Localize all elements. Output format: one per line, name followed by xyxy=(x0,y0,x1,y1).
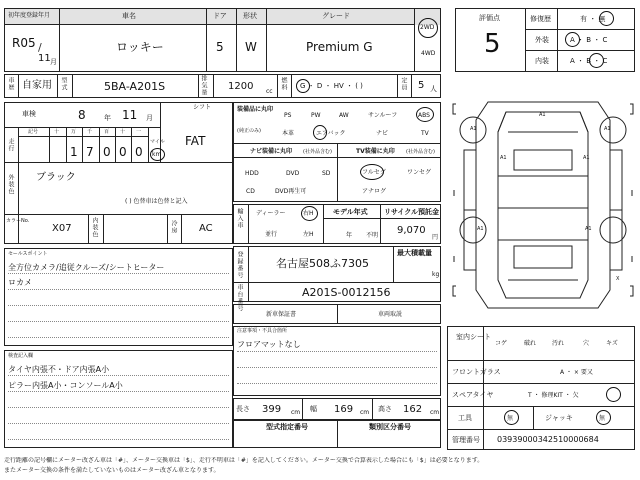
equip-abs: ABS xyxy=(418,112,430,119)
score-value: 5 xyxy=(484,29,501,59)
doors-value: 5 xyxy=(216,40,224,54)
import-left-h: 左H xyxy=(303,231,314,238)
equip-pw: PW xyxy=(311,112,321,119)
inspection-year: 8 xyxy=(78,108,86,122)
first-reg-month-unit: 月 xyxy=(50,58,57,66)
shift-label: シフト xyxy=(193,104,212,111)
exterior-color-value: ブラック xyxy=(36,172,76,183)
model-year-unit: 年 xyxy=(346,232,353,239)
spare-label: スペアタイヤ xyxy=(452,391,494,399)
height-label: 高さ xyxy=(378,405,392,413)
import-right-h: 右H xyxy=(303,210,314,217)
mileage-digit-4: 0 xyxy=(135,145,143,159)
notes-block xyxy=(233,326,441,396)
notes-line-1: フロアマットなし xyxy=(237,340,301,349)
equip-sunroof: サンルーフ xyxy=(368,112,398,119)
grade-value: Premium G xyxy=(306,40,373,54)
height-unit: cm xyxy=(430,409,440,416)
exterior-color-label: 外装色 xyxy=(7,174,14,195)
interior-grade-options: A ・ B ・ C xyxy=(570,57,608,65)
first-reg-slash: / xyxy=(38,41,42,54)
tools-label: 工具 xyxy=(458,414,472,422)
mile-unit: マイル xyxy=(150,139,165,145)
inspector-notes-label: 検査記入欄 xyxy=(8,353,34,359)
mgmt-label: 管理番号 xyxy=(452,436,480,444)
tv-fullseg: フルセグ xyxy=(362,169,386,176)
tv-analog: アナログ xyxy=(362,188,387,195)
equip-airbag: エアバック xyxy=(316,130,346,137)
drive-2wd: 2WD xyxy=(420,24,435,31)
displacement-value: 1200 xyxy=(228,81,254,92)
exterior-grade-label: 外装 xyxy=(535,36,549,44)
import-label: 輸入車 xyxy=(236,208,243,229)
length-unit: cm xyxy=(291,409,301,416)
damage-mark-5: A1 xyxy=(583,155,590,161)
mileage-label: 走行 xyxy=(7,138,14,152)
digit-header-0: 記号 xyxy=(28,129,39,135)
notes-label: 注意事項・不具合箇所 xyxy=(237,328,288,334)
digit-header-3: 千 xyxy=(87,129,93,135)
score-label: 評価点 xyxy=(479,14,500,22)
repair-selected-circle xyxy=(599,11,614,26)
cc-unit: cc xyxy=(266,88,273,95)
car-outline-svg xyxy=(448,90,638,320)
mileage-digit-1: 7 xyxy=(86,145,94,159)
digit-header-1: 十 xyxy=(54,129,60,135)
jack-value: 無 xyxy=(599,415,606,422)
shift-value: FAT xyxy=(185,134,206,148)
max-load-unit: kg xyxy=(432,271,440,278)
interior-color-label: 内装色 xyxy=(91,217,98,238)
seat-item-tear: 破れ xyxy=(524,340,537,347)
chassis-number: A201S-0012156 xyxy=(302,286,391,299)
navi-cd: CD xyxy=(246,188,255,195)
color-note: ( ) 色替車は色替と記入 xyxy=(125,198,188,205)
seat-item-hole: 穴 xyxy=(583,340,590,347)
inspector-note-line-2: ピラー内張A小・コンソールA小 xyxy=(8,381,123,390)
import-parallel: 並行 xyxy=(265,231,278,238)
repair-label: 修復歴 xyxy=(530,15,551,23)
footer-line-1: 走行距離の記号欄にメーター改ざん車は「#」、メーター交換車は「$」、走行不明車は「#」を記入してください。メーター交換で合算表示した場合にも「$」は必要となります。 xyxy=(4,457,484,464)
usage-value: 自家用 xyxy=(22,80,52,91)
navi-dvd-playback: DVD再生可 xyxy=(275,188,307,195)
class-label: 類別区分番号 xyxy=(369,423,411,431)
registration-number: 名古屋508ふ7305 xyxy=(276,257,369,270)
digit-header-4: 百 xyxy=(104,129,110,135)
manual-label: 車両取説 xyxy=(378,311,403,318)
model-year-value: 不明 xyxy=(366,232,379,239)
damage-mark-2: A1 xyxy=(470,126,477,132)
width-label: 幅 xyxy=(310,405,317,413)
damage-mark-4: A1 xyxy=(500,155,507,161)
max-load-label: 最大積載量 xyxy=(397,249,432,257)
shape-label: 形状 xyxy=(243,12,257,20)
glass-label: フロントガラス xyxy=(452,368,501,376)
capacity-unit: 人 xyxy=(430,85,437,93)
model-label: 型式 xyxy=(60,77,67,91)
width-unit: cm xyxy=(360,409,370,416)
inspection-month-unit: 月 xyxy=(146,114,153,122)
width-value: 169 xyxy=(334,404,354,415)
car-name-label: 車名 xyxy=(122,12,136,20)
footer-line-2: またメーター交換の条件を満たしていないものはメーター改ざん車となります。 xyxy=(4,467,220,474)
recycle-label: リサイクル預託金 xyxy=(384,208,440,216)
height-value: 162 xyxy=(403,404,423,415)
registration-label: 登録番号 xyxy=(236,251,243,279)
sales-point-line-2: ロカメ xyxy=(8,278,32,287)
car-name-value: ロッキー xyxy=(116,40,164,54)
exterior-selected-circle xyxy=(565,32,580,47)
tools-value: 無 xyxy=(507,415,514,422)
import-dealer: ディーラー xyxy=(256,210,286,217)
equipment-sub: (純正のみ) xyxy=(237,128,261,134)
navi-sd: SD xyxy=(322,170,331,177)
displacement-label: 排気量 xyxy=(200,75,207,96)
plate-label: 車歴 xyxy=(7,77,14,91)
recycle-amount: 9,070 xyxy=(397,225,426,236)
interior-grade-label: 内装 xyxy=(535,57,549,65)
length-value: 399 xyxy=(262,404,282,415)
equip-aw: AW xyxy=(339,112,349,119)
inspection-year-unit: 年 xyxy=(104,114,111,122)
tv-oneseg: ワンセグ xyxy=(407,169,432,176)
tv-label: TV装備に丸印 xyxy=(356,148,395,155)
recycle-yen: 円 xyxy=(432,234,439,241)
color-no-label: カラーNo. xyxy=(6,218,30,224)
damage-mark-6: A1 xyxy=(477,226,484,232)
seat-label: 室内シート xyxy=(456,333,491,341)
interior-selected-circle xyxy=(589,53,604,68)
shape-value: W xyxy=(245,40,257,54)
first-reg-year: R05 xyxy=(12,36,36,50)
capacity-label: 定員 xyxy=(400,77,407,91)
navi-label: ナビ装備に丸印 xyxy=(250,148,293,155)
equip-navi: ナビ xyxy=(376,130,389,137)
navi-dvd: DVD xyxy=(286,170,300,177)
seat-item-burn: コゲ xyxy=(495,340,508,347)
glass-options: A ・ × 要又 xyxy=(560,369,593,376)
capacity-value: 5 xyxy=(418,80,425,91)
inspector-note-line-1: タイヤ内張不・ドア内張A小 xyxy=(8,365,110,374)
mileage-digit-3: 0 xyxy=(119,145,127,159)
digit-header-6: 一 xyxy=(136,129,142,135)
first-reg-label: 初年度登録年月 xyxy=(8,12,51,19)
seat-item-scratch: キズ xyxy=(606,340,618,347)
fuel-label: 燃料 xyxy=(280,77,287,91)
equip-tv: TV xyxy=(421,130,429,137)
fuel-selected-circle xyxy=(296,79,310,93)
km-unit: km xyxy=(152,151,162,158)
model-row xyxy=(4,74,441,98)
grade-label: グレード xyxy=(322,12,350,20)
exterior-grade-options: A ・ B ・ C xyxy=(570,36,608,44)
fuel-options: G ・ D ・ HV ・ ( ) xyxy=(300,82,363,90)
mgmt-number: 03939000342510000684 xyxy=(497,435,599,444)
ac-value: AC xyxy=(199,223,213,234)
spare-selected-circle xyxy=(606,387,621,402)
drive-4wd: 4WD xyxy=(421,50,436,57)
color-no-value: X07 xyxy=(52,223,72,234)
length-label: 長さ xyxy=(236,405,250,413)
door-label: ドア xyxy=(213,12,227,20)
mileage-digit-0: 1 xyxy=(70,145,78,159)
damage-mark-1: A1 xyxy=(539,112,546,118)
seat-item-stain: 汚れ xyxy=(552,340,565,347)
navi-hdd: HDD xyxy=(245,170,259,177)
sales-points-label: セールスポイント xyxy=(8,251,48,257)
inspection-month: 11 xyxy=(122,108,138,122)
damage-x-mark: X xyxy=(616,276,620,282)
first-reg-month: 11 xyxy=(38,53,51,64)
equip-leather: 本革 xyxy=(282,130,295,137)
model-year-label: モデル年式 xyxy=(333,208,368,216)
jack-label: ジャッキ xyxy=(545,414,573,422)
digit-header-5: 十 xyxy=(120,129,126,135)
equip-ps: PS xyxy=(284,112,292,119)
sales-point-line-1: 全方位カメラ/追従クルーズ/シートヒーター xyxy=(8,263,165,272)
inspection-label: 車検 xyxy=(22,110,36,118)
chassis-label: 車台番号 xyxy=(236,284,243,312)
spare-options: T ・ 修理KIT ・ 欠 xyxy=(528,392,579,399)
navi-sub: (社外品含む) xyxy=(303,149,332,155)
damage-mark-7: A1 xyxy=(585,226,592,232)
repair-options: 有 ・ 無 xyxy=(580,15,606,23)
type-cert-label: 型式指定番号 xyxy=(266,423,308,431)
equipment-label: 装備品に丸印 xyxy=(237,106,274,113)
ac-label: 冷房 xyxy=(170,220,177,234)
warranty-label: 新車保証書 xyxy=(266,311,297,318)
damage-mark-3: A1 xyxy=(604,126,611,132)
digit-header-2: 万 xyxy=(71,129,77,135)
model-value: 5BA-A201S xyxy=(104,80,166,93)
tv-sub: (社外品含む) xyxy=(406,149,435,155)
mileage-digit-2: 0 xyxy=(103,145,111,159)
